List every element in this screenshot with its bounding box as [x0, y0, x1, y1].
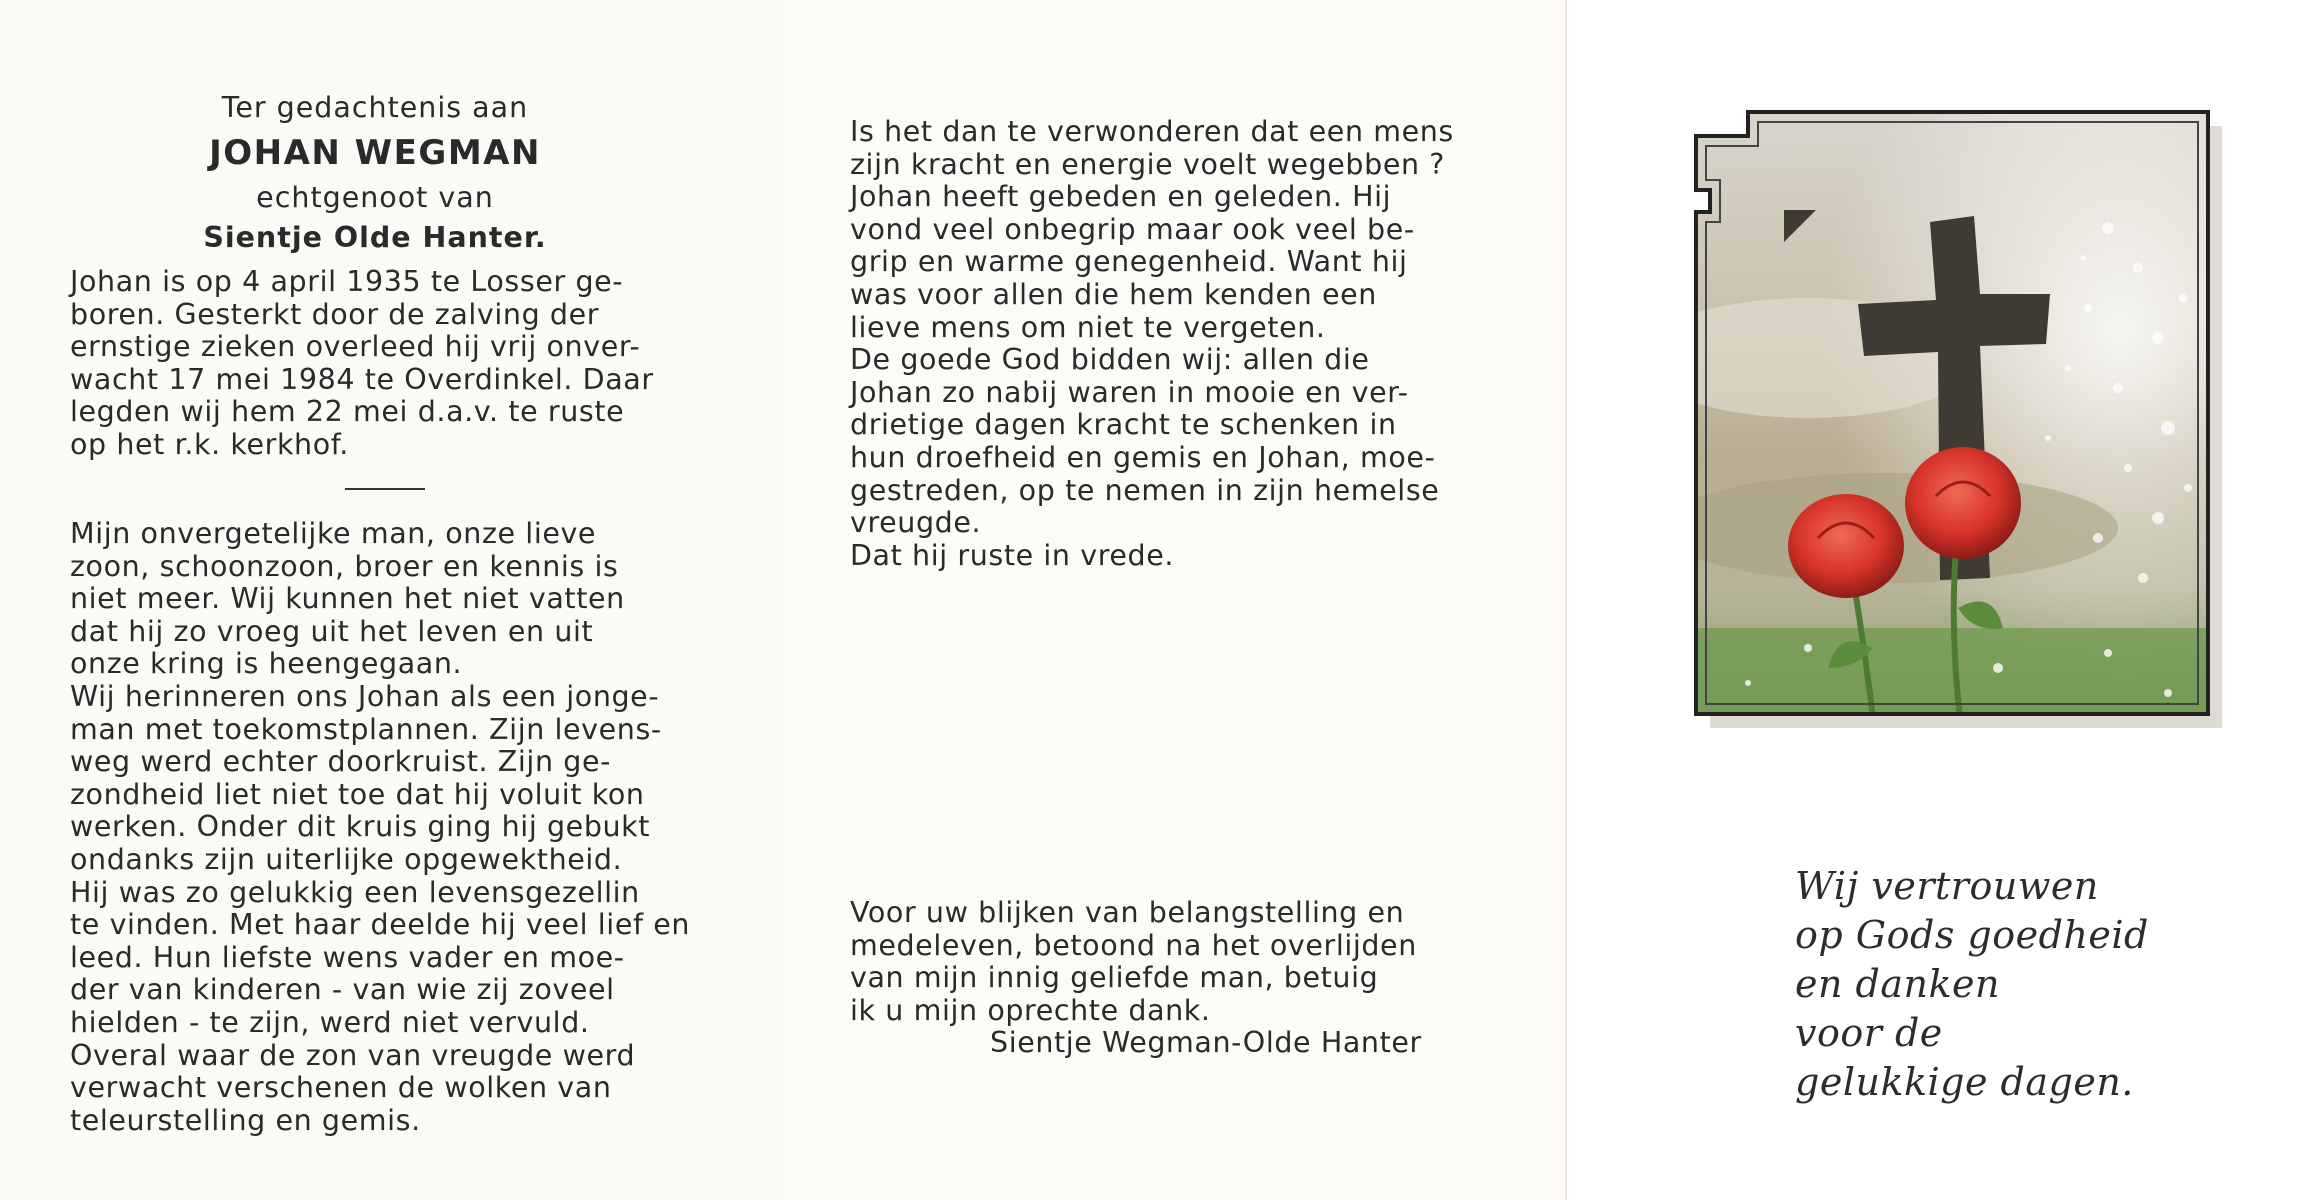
text-line: Johan zo nabij waren in mooie en ver-: [850, 375, 1409, 409]
relation-label: echtgenoot van: [256, 181, 494, 214]
biography-paragraph: [70, 266, 682, 462]
text-line: teleurstelling en gemis.: [70, 1103, 421, 1137]
text-line: zoon, schoonzoon, broer en kennis is: [70, 549, 619, 583]
text-line: vond veel onbegrip maar ook veel be-: [850, 212, 1415, 246]
text-line: Overal waar de zon van vreugde werd: [70, 1038, 636, 1072]
reflection-paragraph: [850, 116, 1470, 572]
poem-line: Wij vertrouwen: [1795, 864, 2099, 908]
text-line: weg werd echter doorkruist. Zijn ge-: [70, 745, 611, 779]
poem-line: op Gods goedheid: [1795, 913, 2149, 957]
text-line: Mijn onvergetelijke man, onze lieve: [70, 517, 597, 550]
intro-block: [60, 88, 690, 258]
memorial-heading: Ter gedachtenis aan: [221, 91, 529, 124]
text-line: zijn kracht en energie voelt wegebben ?: [850, 147, 1445, 181]
text-line: legden wij hem 22 mei d.a.v. te ruste: [70, 395, 625, 429]
deceased-name: JOHAN WEGMAN: [209, 133, 541, 173]
section-divider: [345, 488, 425, 490]
cross-with-red-roses-icon: [1688, 108, 2228, 748]
text-line: Is het dan te verwonderen dat een mens: [850, 115, 1454, 148]
text-line: der van kinderen - van wie zij zoveel: [70, 973, 615, 1007]
text-line: Johan heeft gebeden en geleden. Hij: [850, 180, 1392, 214]
text-line: drietige dagen kracht te schenken in: [850, 408, 1397, 442]
poem-line: voor de: [1795, 1011, 1943, 1055]
poem-line: gelukkige dagen.: [1795, 1060, 2134, 1104]
text-line: ernstige zieken overleed hij vrij onver-: [70, 330, 641, 364]
text-line: gestreden, op te nemen in zijn hemelse: [850, 473, 1440, 507]
text-line: Dat hij ruste in vrede.: [850, 538, 1175, 572]
text-line: dat hij zo vroeg uit het leven en uit: [70, 614, 594, 648]
text-line: ik u mijn oprechte dank.: [850, 993, 1211, 1027]
tribute-paragraph: [70, 517, 691, 1137]
text-line: ondanks zijn uiterlijke opgewektheid.: [70, 842, 623, 876]
text-line: grip en warme genegenheid. Want hij: [850, 245, 1408, 279]
text-line: te vinden. Met haar deelde hij veel lief en: [70, 908, 691, 942]
text-line: op het r.k. kerkhof.: [70, 427, 349, 461]
text-line: Wij herinneren ons Johan als een jonge-: [70, 679, 660, 713]
text-line: Johan is op 4 april 1935 te Losser ge-: [70, 265, 624, 298]
text-line: verwacht verschenen de wolken van: [70, 1071, 612, 1105]
closing-poem: [1795, 862, 2255, 1107]
text-line: hielden - te zijn, werd niet vervuld.: [70, 1005, 590, 1039]
text-line: De goede God bidden wij: allen die: [850, 343, 1370, 377]
spouse-name: Sientje Olde Hanter.: [203, 221, 547, 254]
text-line: boren. Gesterkt door de zalving der: [70, 297, 600, 331]
text-line: man met toekomstplannen. Zijn levens-: [70, 712, 662, 746]
text-line: was voor allen die hem kenden een: [850, 277, 1377, 311]
text-line: niet meer. Wij kunnen het niet vatten: [70, 582, 625, 616]
text-line: zondheid liet niet toe dat hij voluit kon: [70, 777, 645, 811]
text-line: leed. Hun liefste wens vader en moe-: [70, 940, 625, 974]
text-line: vreugde.: [850, 506, 982, 540]
thanks-paragraph: [850, 897, 1470, 1060]
poem-line: en danken: [1795, 962, 2000, 1006]
text-line: onze kring is heengegaan.: [70, 647, 463, 681]
text-line: Voor uw blijken van belangstelling en: [850, 896, 1405, 929]
text-line: werken. Onder dit kruis ging hij gebukt: [70, 810, 651, 844]
text-line: van mijn innig geliefde man, betuig: [850, 961, 1379, 995]
text-line: hun droefheid en gemis en Johan, moe-: [850, 440, 1436, 474]
text-line: lieve mens om niet te vergeten.: [850, 310, 1326, 344]
text-line: Hij was zo gelukkig een levensgezellin: [70, 875, 640, 909]
text-line: wacht 17 mei 1984 te Overdinkel. Daar: [70, 362, 654, 396]
text-line: medeleven, betoond na het overlijden: [850, 928, 1417, 962]
signature: Sientje Wegman-Olde Hanter: [990, 1026, 1422, 1060]
